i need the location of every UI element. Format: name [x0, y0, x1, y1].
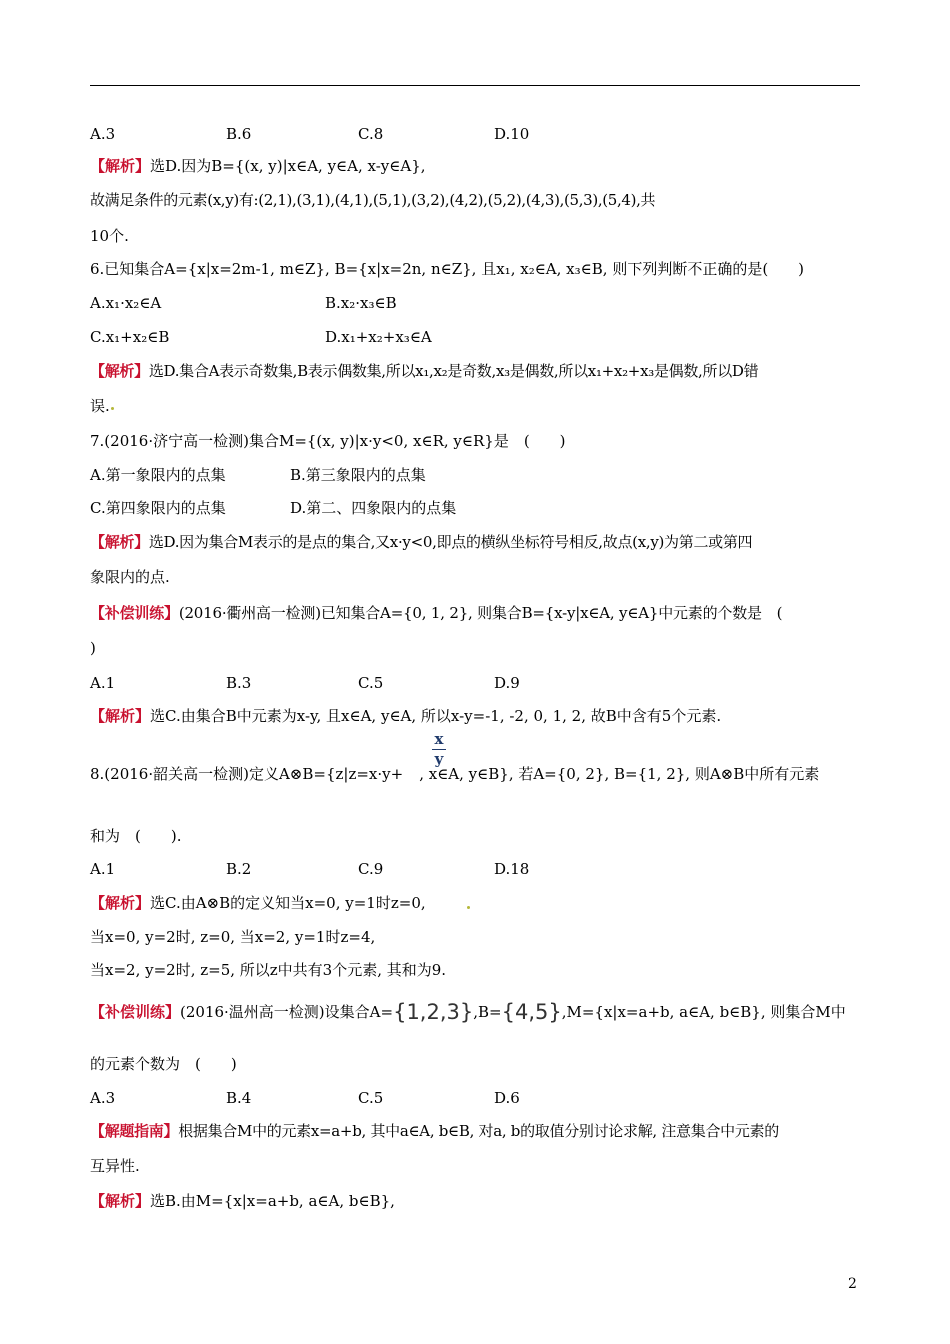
page-number: 2 [848, 1276, 857, 1292]
bc2-option-a: A.3 [90, 1089, 116, 1107]
q5-option-a: A.3 [90, 125, 116, 143]
bc2-option-b: B.4 [226, 1089, 252, 1107]
bc2-stem-part3: ,M={x|x=a+b, a∈A, b∈B}, 则集合M中 [561, 1003, 846, 1021]
q8-stem [90, 764, 819, 784]
fraction-denominator: y [434, 750, 444, 768]
header-rule [90, 85, 860, 86]
bc2-stem-line2: 的元素个数为 ( ) [90, 1055, 237, 1073]
q5-option-b: B.6 [226, 125, 252, 143]
q7-option-b: B.第三象限内的点集 [290, 466, 426, 484]
set-a-braces: {1,2,3} [393, 1000, 474, 1024]
bc2-answer [90, 1191, 395, 1211]
q6-options-row2 [90, 327, 432, 347]
guide-tag: 【解题指南】 [90, 1122, 179, 1140]
bc2-guide-line2: 互异性. [90, 1157, 140, 1175]
q8-option-a: A.1 [90, 860, 116, 878]
bc2-option-c: C.5 [358, 1089, 384, 1107]
q6-answer-line2: 误. [90, 397, 110, 415]
q5-answer [90, 156, 426, 176]
answer-tag: 【解析】 [90, 157, 151, 175]
q8-stem-part1: 8.(2016·韶关高一检测)定义A⊗B={z|z=x·y+ [90, 765, 404, 783]
q7-option-c: C.第四象限内的点集 [90, 499, 226, 517]
bc1-option-b: B.3 [226, 674, 252, 692]
q8-answer-line3: 当x=2, y=2时, z=5, 所以z中共有3个元素, 其和为9. [90, 961, 447, 979]
supplement-text: (2016·衢州高一检测)已知集合A={0, 1, 2}, 则集合B={x-y|x∈A, y∈A}中元素的个数是 ( [178, 604, 783, 622]
q6-stem: 6.已知集合A={x|x=2m-1, m∈Z}, B={x|x=2n, n∈Z}, 且x₁, x₂∈A, x₃∈B, 则下列判断不正确的是( ) [90, 260, 805, 278]
q7-option-a: A.第一象限内的点集 [90, 466, 226, 484]
q7-stem: 7.(2016·济宁高一检测)集合M={(x, y)|x·y<0, x∈R, y∈R}是 ( ) [90, 432, 566, 450]
fraction-x-over-y [432, 731, 446, 768]
answer-tag: 【解析】 [90, 1192, 151, 1210]
bc1-option-a: A.1 [90, 674, 116, 692]
q8-answer [90, 893, 426, 913]
q5-answer-line3: 10个. [90, 227, 129, 245]
q8-answer-line2: 当x=0, y=2时, z=0, 当x=2, y=1时z=4, [90, 928, 376, 946]
answer-tag: 【解析】 [90, 894, 151, 912]
scan-speck [111, 407, 114, 410]
supplement-tag: 【补偿训练】 [90, 1003, 181, 1021]
q6-answer [90, 361, 758, 381]
q5-answer-line2: 故满足条件的元素(x,y)有:(2,1),(3,1),(4,1),(5,1),(3,2),(4,2),(5,2),(4,3),(5,3),(5,4),共 [90, 191, 656, 209]
answer-tag: 【解析】 [90, 533, 149, 551]
supplement-tag: 【补偿训练】 [90, 604, 179, 622]
bc2-options [90, 1088, 520, 1108]
bc2-stem-part2: ,B= [473, 1003, 502, 1021]
q7-answer-line2: 象限内的点. [90, 568, 170, 586]
bc1-option-d: D.9 [494, 674, 520, 692]
guide-text: 根据集合M中的元素x=a+b, 其中a∈A, b∈B, 对a, b的取值分别讨论求解, 注意集合中元素的 [178, 1122, 779, 1140]
q8-options [90, 859, 529, 879]
q8-stem-part2: , x∈A, y∈B}, 若A={0, 2}, B={1, 2}, 则A⊗B中所有元素 [419, 765, 820, 783]
q5-option-d: D.10 [494, 125, 530, 143]
q8-stem-line2: 和为 ( ). [90, 827, 182, 845]
scan-speck [467, 906, 470, 909]
answer-tag: 【解析】 [90, 362, 149, 380]
q6-option-b: B.x₂·x₃∈B [325, 294, 397, 312]
q7-options-row1 [90, 465, 426, 485]
q7-answer [90, 532, 752, 552]
bc1-answer [90, 706, 721, 726]
bc2-option-d: D.6 [494, 1089, 520, 1107]
answer-text: 选B.由M={x|x=a+b, a∈A, b∈B}, [150, 1192, 395, 1210]
q8-option-c: C.9 [358, 860, 384, 878]
q6-options-row1 [90, 293, 397, 313]
answer-text: 选C.由A⊗B的定义知当x=0, y=1时z=0, [150, 894, 426, 912]
q5-options [90, 124, 529, 144]
bc2-guide [90, 1121, 779, 1141]
answer-tag: 【解析】 [90, 707, 151, 725]
bc2-stem [90, 1002, 846, 1022]
bc1-stem [90, 603, 782, 623]
q6-option-c: C.x₁+x₂∈B [90, 328, 170, 346]
bc1-stem-line2: ) [90, 639, 96, 657]
q6-option-d: D.x₁+x₂+x₃∈A [325, 328, 432, 346]
q6-option-a: A.x₁·x₂∈A [90, 294, 162, 312]
q8-option-d: D.18 [494, 860, 530, 878]
set-b-braces: {4,5} [501, 1000, 562, 1024]
q7-options-row2 [90, 498, 456, 518]
bc2-stem-part1: (2016·温州高一检测)设集合A= [180, 1003, 394, 1021]
bc1-option-c: C.5 [358, 674, 384, 692]
q5-option-c: C.8 [358, 125, 384, 143]
answer-text: 选D.集合A表示奇数集,B表示偶数集,所以x₁,x₂是奇数,x₃是偶数,所以x₁+x₂+x₃是偶数,所以D错 [148, 362, 759, 380]
q8-option-b: B.2 [226, 860, 252, 878]
q7-option-d: D.第二、四象限内的点集 [290, 499, 457, 517]
answer-text: 选C.由集合B中元素为x-y, 且x∈A, y∈A, 所以x-y=-1, -2, 0, 1, 2, 故B中含有5个元素. [150, 707, 722, 725]
answer-text: 选D.因为B={(x, y)|x∈A, y∈A, x-y∈A}, [150, 157, 426, 175]
bc1-options [90, 673, 520, 693]
fraction-numerator: x [434, 730, 444, 748]
answer-text: 选D.因为集合M表示的是点的集合,又x·y<0,即点的横纵坐标符号相反,故点(x,y)为第二或第四 [148, 533, 753, 551]
